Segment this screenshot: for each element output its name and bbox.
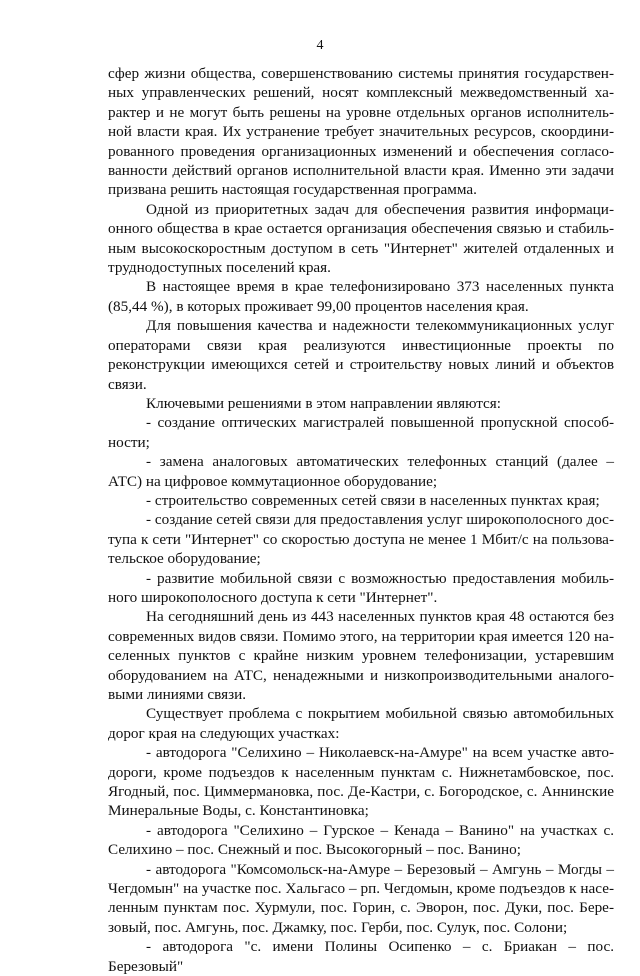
paragraph-road-coverage-problem: Существует проблема с покрытием мобильной связью автомобильных дорог края на следующих участках: (108, 705, 614, 742)
paragraph-priority-tasks: Одной из приоритетных задач для обеспечения развития информационного общества в крае остается организация обеспечения связью и стабильным высокоскоростным доступом в сеть "Интернет" жителей отдаленных и труднодоступных поселений края. (108, 200, 614, 277)
list-item-road-komsomolsk-chegdomyn: - автодорога "Комсомольск-на-Амуре – Березовый – Амгунь – Могды – Чегдомын" на участке пос. Хальгасо – рп. Чегдомын, кроме подъездов к населенным пунктам пос. Хурмули, пос. Горин, с. Эворон, пос. Дуки, пос. Березовый, пос. Амгунь, пос. Джамку, пос. Герби, пос. Сулук, пос. Солони; (108, 860, 614, 936)
list-item-modern-networks: - строительство современных сетей связи в населенных пунктах края; (146, 491, 600, 509)
list-item-optical-trunks: - создание оптических магистралей повышенной пропускной способности; (108, 414, 614, 451)
list-item-road-selikhino-vanino: - автодорога "Селихино – Гурское – Кенада – Ванино" на участках с. Селихино – пос. Снежный и пос. Высокогорный – пос. Ванино; (108, 821, 614, 859)
list-item-ats-replacement: - замена аналоговых автоматических телефонных станций (далее – АТС) на цифровое коммутационное оборудование; (108, 453, 614, 490)
page-number: 4 (316, 38, 324, 53)
list-item-mobile-development: - развитие мобильной связи с возможностью предоставления мобильного широкополосного доступа к сети "Интернет". (108, 569, 614, 606)
list-item-broadband-networks: - создание сетей связи для предоставления услуг широкополосного доступа к сети "Интернет" со скоростью доступа не менее 1 Мбит/с на пользовательское оборудование; (108, 511, 614, 568)
paragraph-telephonization: В настоящее время в крае телефонизировано 373 населенных пункта (85,44 %), в которых проживает 99,00 процентов населения края. (108, 278, 614, 315)
paragraph-investment-projects: Для повышения качества и надежности телекоммуникационных услуг операторами связи края реализуются инвестиционные проекты по реконструкции имеющихся сетей и строительству новых линий и объектов связи. (108, 317, 614, 393)
list-item-road-selikhino-nikolaevsk: - автодорога "Селихино – Николаевск-на-Амуре" на всем участке автодороги, кроме подъездов к населенным пунктам с. Нижнетамбовское, пос. Ягодный, пос. Циммермановка, пос. Де-Кастри, с. Богородское, с. Аннинские Минеральные Воды, с. Константиновка; (108, 744, 614, 820)
paragraph-settlements-without-communication: На сегодняшний день из 443 населенных пунктов края 48 остаются без современных видов связи. Помимо этого, на территории края имеется 120 населенных пунктов с крайне низким уровнем телефонизации, устаревшим оборудованием на АТС, ненадежными и низкопроизводительными аналоговыми линиями связи. (108, 608, 614, 703)
body-text (108, 64, 614, 976)
paragraph-intro-continuation: сфер жизни общества, совершенствованию системы принятия государственных управленческих решений, носят комплексный межведомственный характер и не могут быть решены на уровне отдельных органов исполнительной власти края. Их устранение требует значительных ресурсов, скоординированного проведения организационных изменений и обеспечения согласованности действий органов исполнительной власти края. Именно эти задачи призвана решить настоящая государственная программа. (108, 65, 614, 199)
paragraph-key-solutions-heading: Ключевыми решениями в этом направлении являются: (146, 394, 501, 412)
list-item-road-osipenko-berezovy: - автодорога "с. имени Полины Осипенко – с. Бриакан – пос. Березовый" (108, 938, 614, 975)
